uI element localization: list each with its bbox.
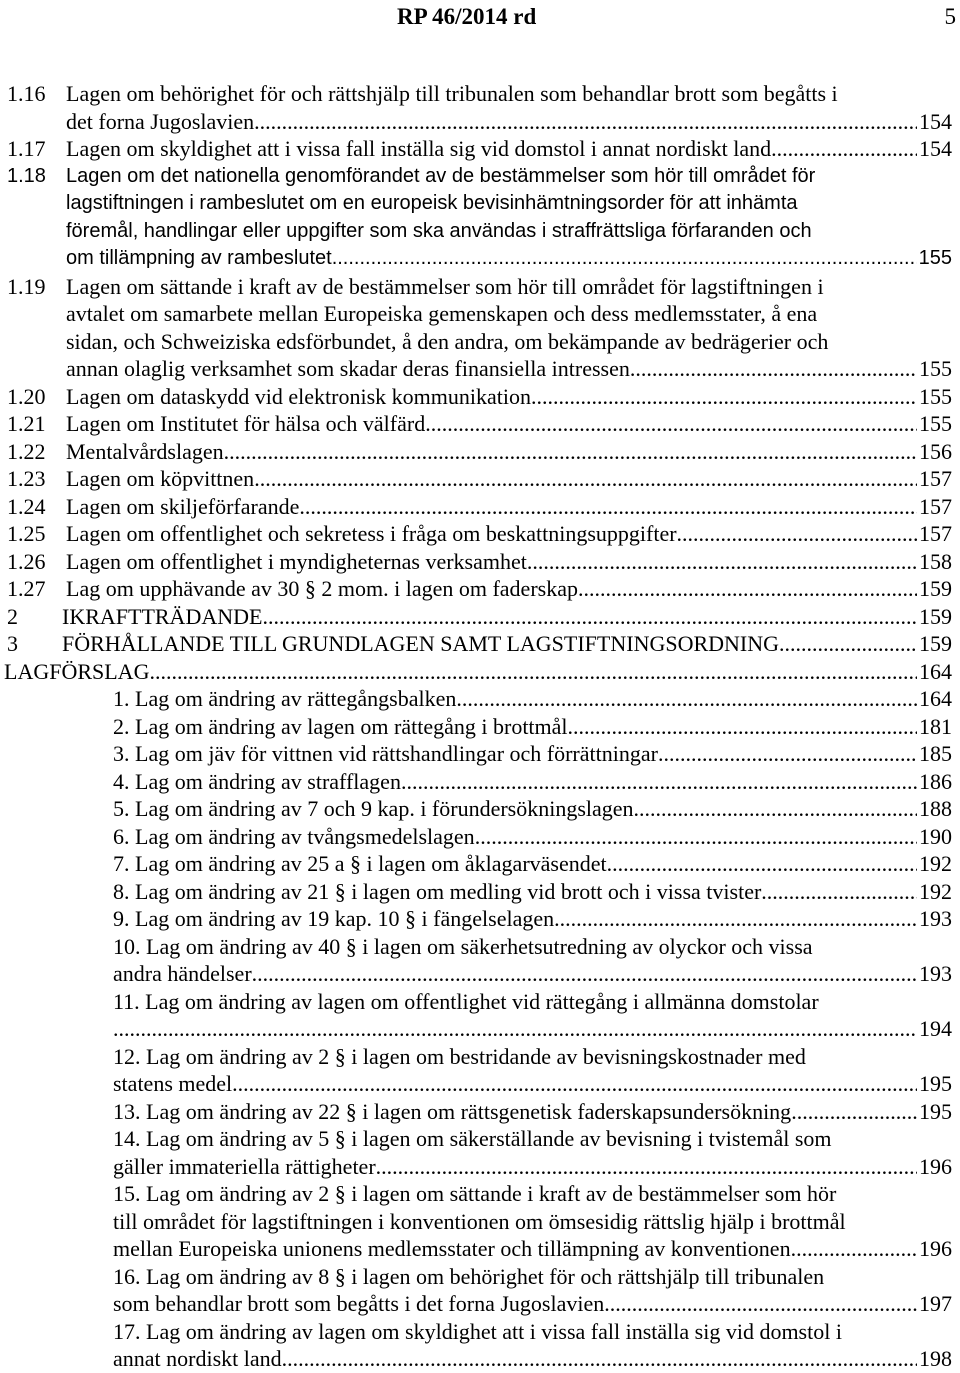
toc-line xyxy=(0,630,960,658)
law-proposal-entry xyxy=(0,768,960,796)
toc-page-number: 188 xyxy=(919,796,952,821)
toc-line xyxy=(0,493,960,521)
toc-entry-number: 2 xyxy=(7,603,18,629)
toc-entry-text: 6. Lag om ändring av tvångsmedelslagen xyxy=(113,823,475,849)
toc-line xyxy=(0,1290,960,1318)
toc-line xyxy=(0,1345,960,1373)
dot-leader xyxy=(568,713,917,741)
toc-line xyxy=(0,850,960,878)
dot-leader xyxy=(425,410,917,438)
dot-leader xyxy=(677,520,917,548)
toc-entry-text: 7. Lag om ändring av 25 a § i lagen om åklagarväsendet xyxy=(113,851,607,876)
law-proposal-entry xyxy=(0,1263,960,1318)
toc-line xyxy=(0,658,960,686)
toc-line xyxy=(0,740,960,768)
toc-entry-text: FÖRHÅLLANDE TILL GRUNDLAGEN SAMT LAGSTIFTNINGSORDNING xyxy=(62,631,780,656)
toc-entry-text: Lagen om skyldighet att i vissa fall inställa sig vid domstol i annat nordiskt land xyxy=(66,136,772,161)
toc-line xyxy=(0,520,960,548)
toc-line xyxy=(0,273,960,301)
toc-entry-number: 1.18 xyxy=(7,164,46,187)
law-proposal-entry xyxy=(0,795,960,823)
toc-line xyxy=(0,465,960,493)
dot-leader xyxy=(232,1070,917,1098)
toc-entry-text: avtalet om samarbete mellan Europeiska gemenskapen och dess medlemsstater, å ena xyxy=(66,301,818,326)
toc-entry-text: gäller immateriella rättigheter xyxy=(113,1153,376,1179)
page-number: 5 xyxy=(944,4,956,29)
toc-page-number: 193 xyxy=(919,961,952,986)
toc-line xyxy=(0,135,960,163)
toc-page-number: 157 xyxy=(919,521,952,546)
dot-leader xyxy=(401,768,917,796)
toc-line xyxy=(0,1235,960,1263)
toc-entry-text: annat nordiskt land xyxy=(113,1346,282,1371)
toc-page-number: 198 xyxy=(919,1346,952,1371)
toc-line xyxy=(0,1125,960,1153)
toc-entry-text: Lagen om köpvittnen xyxy=(66,466,255,491)
dot-leader xyxy=(252,960,917,988)
toc-entry-text: Lag om upphävande av 30 § 2 mom. i lagen om faderskap xyxy=(66,576,578,601)
dot-leader xyxy=(254,465,917,493)
law-proposal-entry xyxy=(0,933,960,988)
toc-entry-text: Lagen om offentlighet i myndigheternas verksamhet xyxy=(66,548,527,574)
toc-entry-text: 3. Lag om jäv för vittnen vid rättshandlingar och förrättningar xyxy=(113,741,658,766)
toc-line xyxy=(0,713,960,741)
law-proposal-entry xyxy=(0,1043,960,1098)
law-proposal-entry xyxy=(0,905,960,933)
toc-page-number: 197 xyxy=(919,1291,952,1316)
toc-line xyxy=(0,245,960,273)
dot-leader xyxy=(456,685,917,713)
toc-line xyxy=(0,1098,960,1126)
toc-line xyxy=(0,328,960,356)
toc-entry-text: Lagen om det nationella genomförandet av de bestämmelser som hör till området för xyxy=(66,164,816,187)
toc-entry-text: LAGFÖRSLAG xyxy=(4,658,150,684)
dot-leader xyxy=(554,905,917,933)
toc-entry-text: Lagen om offentlighet och sekretess i fråga om beskattningsuppgifter xyxy=(66,521,677,546)
toc-entry-text: mellan Europeiska unionens medlemsstater och tillämpning av konventionen xyxy=(113,1236,791,1261)
law-proposal-entry xyxy=(0,988,960,1043)
toc-page-number: 155 xyxy=(918,247,952,269)
toc-entry-number: 3 xyxy=(7,631,18,656)
toc-entry-text: statens medel xyxy=(113,1071,233,1096)
toc-entry-number: 1.19 xyxy=(7,273,46,299)
toc-entry-text: som behandlar brott som begåtts i det forna Jugoslavien xyxy=(113,1291,605,1316)
toc-line xyxy=(0,1015,960,1043)
toc-line xyxy=(0,960,960,988)
toc-entry-text: 10. Lag om ändring av 40 § i lagen om säkerhetsutredning av olyckor och vissa xyxy=(113,933,813,959)
dot-leader xyxy=(791,1098,917,1126)
toc-line xyxy=(0,1263,960,1291)
toc-page-number: 186 xyxy=(919,768,952,794)
toc-entry xyxy=(0,80,960,135)
toc-entry-text: 16. Lag om ändring av 8 § i lagen om behörighet för och rättshjälp till tribunalen xyxy=(113,1263,825,1289)
toc-line xyxy=(0,218,960,246)
toc-entry-text: 11. Lag om ändring av lagen om offentlighet vid rättegång i allmänna domstolar xyxy=(113,988,819,1014)
toc-page-number: 181 xyxy=(919,713,952,739)
toc-page-number: 164 xyxy=(919,658,952,684)
toc-page-number: 193 xyxy=(919,906,952,931)
toc-line xyxy=(0,905,960,933)
toc-page-number: 159 xyxy=(919,631,952,656)
law-proposal-entry xyxy=(0,1318,960,1373)
toc-line xyxy=(0,163,960,191)
toc-entry xyxy=(0,575,960,603)
toc-line xyxy=(0,1153,960,1181)
toc-entry-text: Lagen om sättande i kraft av de bestämmelser som hör till området för lagstiftningen i xyxy=(66,273,824,299)
toc-page-number: 196 xyxy=(919,1236,952,1261)
toc-entry-text: andra händelser xyxy=(113,961,252,986)
toc-entry-number: 1.25 xyxy=(7,521,46,546)
law-proposal-entry xyxy=(0,1125,960,1180)
toc-entry xyxy=(0,410,960,438)
toc-line xyxy=(0,988,960,1016)
toc-page-number: 192 xyxy=(919,878,952,904)
toc-entry xyxy=(0,273,960,383)
toc-line xyxy=(0,383,960,411)
toc-page-number: 195 xyxy=(919,1098,952,1124)
toc-line xyxy=(0,190,960,218)
toc-entry-number: 1.20 xyxy=(7,383,46,409)
law-proposal-entry xyxy=(0,878,960,906)
toc-entry-text: 14. Lag om ändring av 5 § i lagen om säkerställande av bevisning i tvistemål som xyxy=(113,1126,832,1151)
toc-line xyxy=(0,1070,960,1098)
toc-line xyxy=(0,933,960,961)
toc-entry-text: 2. Lag om ändring av lagen om rättegång i brottmål xyxy=(113,713,568,739)
toc-entry-text: 8. Lag om ändring av 21 § i lagen om medling vid brott och i vissa tvister xyxy=(113,878,762,904)
toc-entry-number: 1.16 xyxy=(7,81,46,106)
toc-entry-text: Lagen om Institutet för hälsa och välfärd xyxy=(66,411,426,436)
dot-leader xyxy=(607,850,917,878)
toc-entry-text: 1. Lag om ändring av rättegångsbalken xyxy=(113,686,457,711)
toc-entry-number: 1.17 xyxy=(7,136,46,161)
table-of-contents xyxy=(0,80,960,1373)
toc-line xyxy=(0,575,960,603)
toc-entry-text: 4. Lag om ändring av strafflagen xyxy=(113,768,401,794)
toc-entry-text: föremål, handlingar eller uppgifter som ska användas i straffrättsliga förfaranden och xyxy=(66,219,812,242)
toc-entry-text: om tillämpning av rambeslutet xyxy=(66,247,332,269)
toc-entry-text: Lagen om behörighet för och rättshjälp till tribunalen som behandlar brott som begåtts i xyxy=(66,81,838,106)
dot-leader xyxy=(262,603,917,631)
toc-page-number: 190 xyxy=(919,823,952,849)
toc-entry xyxy=(0,135,960,163)
law-proposal-entry xyxy=(0,1098,960,1126)
dot-leader xyxy=(332,245,917,273)
dot-leader xyxy=(254,108,917,136)
toc-line xyxy=(0,685,960,713)
toc-line xyxy=(0,768,960,796)
toc-entry xyxy=(0,383,960,411)
toc-line xyxy=(0,1043,960,1071)
law-proposal-entry xyxy=(0,1180,960,1263)
toc-page-number: 155 xyxy=(919,356,952,381)
toc-entry-text: 5. Lag om ändring av 7 och 9 kap. i förundersökningslagen xyxy=(113,796,634,821)
toc-line xyxy=(0,438,960,466)
toc-line xyxy=(0,300,960,328)
toc-line xyxy=(0,878,960,906)
dot-leader xyxy=(779,630,917,658)
dot-leader xyxy=(527,548,917,576)
toc-page-number: 157 xyxy=(919,466,952,491)
toc-page-number: 159 xyxy=(919,603,952,629)
toc-entry xyxy=(0,493,960,521)
dot-leader xyxy=(791,1235,917,1263)
dot-leader xyxy=(299,493,917,521)
toc-entry-number: 1.27 xyxy=(7,576,46,601)
toc-entry xyxy=(0,603,960,631)
dot-leader xyxy=(376,1153,917,1181)
dot-leader xyxy=(658,740,917,768)
toc-page-number: 155 xyxy=(919,383,952,409)
toc-line xyxy=(0,1318,960,1346)
toc-entry xyxy=(0,630,960,658)
toc-page-number: 194 xyxy=(919,1016,952,1041)
dot-leader xyxy=(282,1345,917,1373)
toc-page-number: 158 xyxy=(919,548,952,574)
toc-page-number: 157 xyxy=(919,493,952,519)
toc-page-number: 159 xyxy=(919,576,952,601)
toc-entry-text: 17. Lag om ändring av lagen om skyldighet att i vissa fall inställa sig vid domstol i xyxy=(113,1318,842,1344)
toc-line xyxy=(0,355,960,383)
dot-leader xyxy=(771,135,917,163)
toc-entry-number: 1.22 xyxy=(7,438,46,464)
toc-line xyxy=(0,823,960,851)
toc-entry-text: sidan, och Schweiziska edsförbundet, å den andra, om bekämpande av bedrägerier och xyxy=(66,328,829,354)
toc-page-number: 156 xyxy=(919,438,952,464)
toc-entry-text: till området för lagstiftningen i konventionen om ömsesidig rättslig hjälp i brottmål xyxy=(113,1208,846,1234)
toc-entry xyxy=(0,163,960,273)
toc-entry xyxy=(0,520,960,548)
dot-leader xyxy=(224,438,917,466)
law-proposal-entry xyxy=(0,685,960,713)
toc-entry-number: 1.26 xyxy=(7,548,46,574)
page-header xyxy=(0,4,960,30)
dot-leader xyxy=(634,795,917,823)
toc-entry-text: Lagen om skiljeförfarande xyxy=(66,493,300,519)
dot-leader xyxy=(113,1015,917,1043)
toc-page-number: 155 xyxy=(919,411,952,436)
dot-leader xyxy=(531,383,917,411)
toc-entry-text: Mentalvårdslagen xyxy=(66,438,224,464)
toc-entry-text: annan olaglig verksamhet som skadar deras finansiella intressen xyxy=(66,356,630,381)
toc-page-number: 192 xyxy=(919,851,952,876)
toc-line xyxy=(0,80,960,108)
law-proposal-entry xyxy=(0,740,960,768)
dot-leader xyxy=(604,1290,917,1318)
toc-entry-text: 15. Lag om ändring av 2 § i lagen om sättande i kraft av de bestämmelser som hör xyxy=(113,1181,837,1206)
law-proposal-entry xyxy=(0,713,960,741)
toc-page-number: 185 xyxy=(919,741,952,766)
dot-leader xyxy=(475,823,917,851)
toc-line xyxy=(0,603,960,631)
law-proposal-entry xyxy=(0,850,960,878)
dot-leader xyxy=(149,658,917,686)
dot-leader xyxy=(761,878,917,906)
dot-leader xyxy=(578,575,917,603)
toc-line xyxy=(0,548,960,576)
toc-line xyxy=(0,1180,960,1208)
toc-entry-text: 9. Lag om ändring av 19 kap. 10 § i fängelselagen xyxy=(113,906,555,931)
toc-line xyxy=(0,108,960,136)
toc-entry-text: Lagen om dataskydd vid elektronisk kommunikation xyxy=(66,383,531,409)
toc-entry-text: lagstiftningen i rambeslutet om en europeisk bevisinhämtningsorder för att inhämta xyxy=(66,192,798,214)
lagforslag-heading xyxy=(0,658,960,686)
toc-entry-number: 1.21 xyxy=(7,411,46,436)
dot-leader xyxy=(630,355,917,383)
toc-entry xyxy=(0,438,960,466)
toc-entry-text: det forna Jugoslavien xyxy=(66,108,255,134)
toc-entry-text: 12. Lag om ändring av 2 § i lagen om bestridande av bevisningskostnader med xyxy=(113,1043,806,1069)
toc-page-number: 195 xyxy=(919,1071,952,1096)
toc-line xyxy=(0,1208,960,1236)
toc-entry xyxy=(0,548,960,576)
toc-line xyxy=(0,795,960,823)
toc-page-number: 164 xyxy=(919,686,952,711)
document-title: RP 46/2014 rd xyxy=(397,4,537,29)
toc-entry-number: 1.24 xyxy=(7,493,46,519)
toc-entry-text: IKRAFTTRÄDANDE xyxy=(62,603,263,629)
toc-page-number: 154 xyxy=(919,108,952,134)
toc-entry-text: 13. Lag om ändring av 22 § i lagen om rättsgenetisk faderskapsundersökning xyxy=(113,1098,792,1124)
law-proposal-entry xyxy=(0,823,960,851)
toc-entry xyxy=(0,465,960,493)
toc-line xyxy=(0,410,960,438)
toc-entry-number: 1.23 xyxy=(7,466,46,491)
toc-page-number: 196 xyxy=(919,1153,952,1179)
toc-page-number: 154 xyxy=(919,136,952,161)
